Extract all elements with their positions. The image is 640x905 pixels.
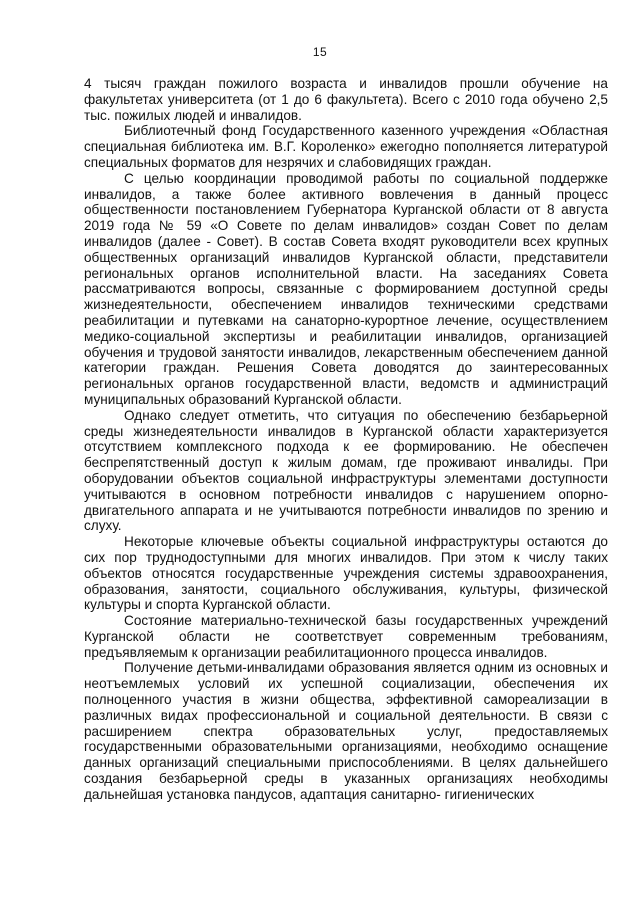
paragraph-1: 4 тысяч граждан пожилого возраста и инвалидов прошли обучение на факультетах университета (от 1 до 6 факультета). Всего с 2010 года обучено 2,5 тыс. пожилых людей и инвалидов. [84, 76, 608, 123]
paragraph-5: Некоторые ключевые объекты социальной инфраструктуры остаются до сих пор труднодоступными для многих инвалидов. При этом к числу таких объектов относятся государственные учреждения системы здравоохранения, образования, занятости, социального обслуживания, культуры, физической культуры и спорта Курганской области. [84, 534, 608, 613]
paragraph-7: Получение детьми-инвалидами образования является одним из основных и неотъемлемых условий их успешной социализации, обеспечения их полноценного участия в жизни общества, эффективной самореализации в различных видах профессиональной и социальной деятельности. В связи с расширением спектра образовательных услуг, предоставляемых государственными образовательными организациями, необходимо оснащение данных организаций специальными приспособлениями. В целях дальнейшего создания безбарьерной среды в указанных организациях необходимы дальнейшая установка пандусов, адаптация санитарно- гигиенических [84, 660, 608, 802]
page-number: 15 [312, 45, 328, 59]
paragraph-4: Однако следует отметить, что ситуация по обеспечению безбарьерной среды жизнедеятельности инвалидов в Курганской области характеризуется отсутствием комплексного подхода к ее формированию. Не обеспечен беспрепятственный доступ к жилым домам, где проживают инвалиды. При оборудовании объектов социальной инфраструктуры элементами доступности учитываются в основном потребности инвалидов с нарушением опорно-двигательного аппарата и не учитываются потребности инвалидов по зрению и слуху. [84, 407, 608, 534]
paragraph-6: Состояние материально-технической базы государственных учреждений Курганской области не соответствует современным требованиям, предъявляемым к организации реабилитационного процесса инвалидов. [84, 613, 608, 660]
document-body [84, 76, 608, 803]
paragraph-2: Библиотечный фонд Государственного казенного учреждения «Областная специальная библиотека им. В.Г. Короленко» ежегодно пополняется литературой специальных форматов для незрячих и слабовидящих граждан. [84, 123, 608, 170]
paragraph-3: С целью координации проводимой работы по социальной поддержке инвалидов, а также более активного вовлечения в данный процесс общественности постановлением Губернатора Курганской области от 8 августа 2019 года № 59 «О Совете по делам инвалидов» создан Совет по делам инвалидов (далее - Совет). В состав Совета входят руководители всех крупных общественных организаций инвалидов Курганской области, представители региональных органов исполнительной власти. На заседаниях Совета рассматриваются вопросы, связанные с формированием доступной среды жизнедеятельности, обеспечением инвалидов техническими средствами реабилитации и путевками на санаторно-курортное лечение, осуществлением медико-социальной экспертизы и реабилитации инвалидов, организацией обучения и трудовой занятости инвалидов, лекарственным обеспечением данной категории граждан. Решения Совета доводятся до заинтересованных региональных органов государственной власти, ведомств и администраций муниципальных образований Курганской области. [84, 170, 608, 407]
